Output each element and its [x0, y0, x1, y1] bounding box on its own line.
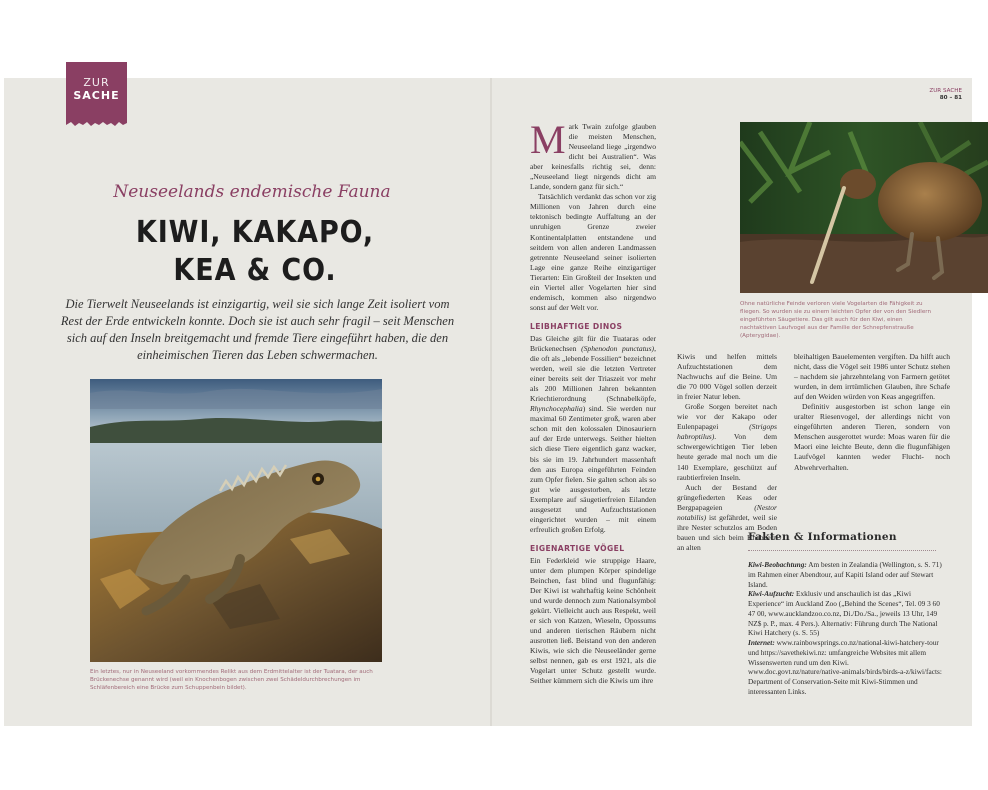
paragraph-kakapo	[677, 402, 777, 482]
text-run: , die oft als „lebende Fossilien“ bezeichnet werden, weil sie die letzten Vertreter einer bereits seit der Triaszeit vor mehr als 200 Millionen Jahren bekannten Kriechtierordnung (Schnabelköpfe,	[530, 343, 656, 404]
tuatara-caption: Ein letztes, nur in Neuseeland vorkommendes Relikt aus dem Erdmittelalter ist der Tuatara, der auch Brückenechse genannt wird (weil ein Knochenbogen zwischen zwei Schädeldurchbrechungen im Schläfenbereich eine Brücke zum Schuppenbein bildet).	[90, 669, 373, 691]
text-run: Das Gleiche gilt für die Tuataras oder Brückenechsen	[530, 333, 656, 353]
section-tab-line2: SACHE	[73, 89, 120, 102]
latin-name: Rhynchocephalia	[530, 404, 583, 414]
paragraph-kiwi-cont: Kiwis und helfen mittels Aufzuchtstationen dem Nachwuchs auf die Beine. Um die 70 000 Vögel sollen derzeit in freier Natur leben.	[677, 352, 777, 402]
fact-label: Kiwi-Beobachtung:	[748, 560, 807, 569]
fact-breeding	[748, 589, 942, 638]
fact-text: www.rainbowsprings.co.nz/national-kiwi-hatchery-tour und https://savethekiwi.nz: umfangreiche Websites mit allem Wissenswerten rund um den Kiwi. www.doc.govt.nz/nature/native-animals/birds/birds-a-z/kiwi/facts: Department of Conservation-Seite mit Kiwi-Stimmen und interessanten Links.	[748, 638, 942, 696]
article-column-1	[530, 117, 656, 687]
headline	[111, 214, 399, 290]
fact-label: Internet:	[748, 638, 775, 647]
kicker: Neuseelands endemische Fauna	[113, 182, 391, 202]
section-tab-line1: ZUR	[83, 76, 110, 89]
facts-title: Fakten & Informationen	[748, 531, 897, 543]
folio	[922, 88, 962, 102]
paragraph-kea-cont: bleihaltigen Bauelementen vergiften. Da hilft auch nicht, dass die Vögel seit 1986 unter Schutz stehen – nachdem sie jahrzehntelang von Farmern getötet wurden, in dem irrtümlichen Glauben, ihre Schafe auf den Weiden würden von Keas angegriffen.	[794, 352, 950, 402]
paragraph-intro	[530, 117, 656, 192]
subheading-birds: EIGENARTIGE VÖGEL	[530, 543, 625, 553]
article-column-3	[794, 352, 950, 473]
text-run: Auch der Bestand der grüngefiederten Keas oder Bergpapageien	[677, 482, 777, 512]
text-run: Große Sorgen bereitet nach wie vor der Kakapo oder Eulenpapagei	[677, 402, 777, 432]
subheading-dinos: LEIBHAFTIGE DINOS	[530, 321, 623, 331]
page-gutter	[490, 78, 492, 726]
text-run: . Von dem schwergewichtigen Tier leben heute gerade mal noch um die 140 Exemplare, geschützt auf raubtierfreien Inseln.	[677, 432, 777, 482]
intro-text: ark Twain zufolge glauben die meisten Menschen, Neuseeland liege „irgendwo dicht bei Australien“. Was aber keinesfalls richtig sei, denn: „Neuseeland liegt nirgends dicht am Lande, sondern ganz für sich.“	[530, 122, 656, 192]
kiwi-photo	[740, 122, 988, 293]
section-tab	[66, 62, 127, 122]
torn-edge	[66, 120, 127, 126]
facts-divider	[748, 550, 936, 551]
lead-paragraph: Die Tierwelt Neuseelands ist einzigartig, weil sie sich lange Zeit isoliert vom Rest der Erde entwickeln konnte. Doch sie ist auch sehr fragil – seit Menschen sich auf den Inseln breitgemacht und fremde Tiere eingeführt haben, die den einheimischen Tieren das Leben schwermachen.	[60, 297, 455, 362]
fact-text: Exklusiv und anschaulich ist das „Kiwi Experience“ im Auckland Zoo („Behind the Scenes“, Tel. 09 3 60 47 00, www.aucklandzoo.co.nz, Di./Do./Sa., jeweils 13 Uhr, 149 NZ$ p. P., max. 4 Pers.). Alternativ: Führung durch The National Kiwi Hatchery (s. S. 55)	[748, 589, 940, 638]
text-run: ) sind. Sie werden nur maximal 60 Zentimeter groß, waren aber schon mit den kolossalen Dinosauriern auf der Erde unterwegs. Seither hielten sich diese Tiere eigentlich ganz wacker, bis sie im 19. Jahrhundert massenhaft den aus Europa eingeführten Feinden zum Opfer fielen. Sie galten schon als so gut wie ausgestorben, als letzte Exemplare auf säugetierfreien Eilanden ausgesetzt und Aufzuchtstationen eingerichtet wurden – mit einem erfreulich großen Erfolg.	[530, 404, 656, 534]
tuatara-photo	[90, 379, 382, 662]
text-run: ist gefährdet, weil sie ihre Nester schutzlos am Boden bauen und sich beim Knabbern an alten	[677, 512, 777, 552]
paragraph-tuatara	[530, 334, 656, 535]
latin-name: (Strigops habroptilus)	[677, 422, 777, 442]
fact-text: Am besten in Zealandia (Wellington, s. S. 71) im Rahmen einer Abendtour, auf Kapiti Island oder auf Stewart Island.	[748, 560, 942, 589]
article-column-2	[677, 352, 777, 553]
latin-name: (Sphenodon punctatus)	[581, 343, 655, 353]
headline-line2: KEA & CO.	[173, 253, 337, 288]
folio-section: ZUR SACHE	[929, 88, 962, 94]
paragraph-moa: Definitiv ausgestorben ist schon lange ein uralter Riesenvogel, der allerdings nicht von eingeführten anderen Tieren, sondern von Menschen ausgerottet wurde: Moas waren für die Maori eine leichte Beute, denn die flugunfähigen Laufvögel kannten weder Flucht- noch Abwehrverhalten.	[794, 402, 950, 472]
facts-box	[748, 560, 942, 697]
latin-name: (Nestor notabilis)	[677, 502, 777, 522]
fact-label: Kiwi-Aufzucht:	[748, 589, 795, 599]
paragraph-kiwi: Ein Federkleid wie struppige Haare, unter dem plumpen Körper spindelige Beinchen, fast blind und flugunfähig: Der Kiwi ist wahrhaftig keine Schönheit und wurde dennoch zum Nationalsymbol gekürt. Vielleicht auch aus Respekt, weil er sich von Katzen, Wieseln, Opossums und anderen tierischen Räubern nicht ausrotten ließ. Beistand von den anderen Kiwis, wie sich die Neuseeländer gerne selbst nennen, gab es erst 1921, als die Vogelart unter Schutz gestellt wurde. Seither kümmern sich die Kiwis um ihre	[530, 555, 656, 686]
fact-observation	[748, 560, 942, 589]
fact-internet	[748, 638, 942, 697]
kiwi-caption: Ohne natürliche Feinde verloren viele Vogelarten die Fähigkeit zu fliegen. So wurden sie zu einem leichten Opfer der von den Siedlern eingeführten Säugetiere. Das gilt auch für den Kiwi, einen nachtaktiven Laufvogel aus der Familie der Schnepfenstrauße (Apterygidae).	[740, 301, 932, 339]
headline-line1: KIWI, KAKAPO,	[135, 215, 375, 250]
folio-pages: 80 – 81	[939, 95, 962, 101]
drop-cap: M	[530, 117, 566, 162]
paragraph-geology: Tatsächlich verdankt das schon vor zig Millionen von Jahren durch eine tektonisch bedingte Auffaltung an der unruhigen Grenze zweier Kontinentalplatten entstandene und seitdem von allen anderen Landmassen getrennte Neuseeland seiner isolierten Lage eine ganze Reihe einzigartiger Tierarten: Ein Großteil der Insekten und ein Viertel aller Vogelarten hier sind endemisch, kommen also nirgendwo sonst auf der Welt vor.	[530, 192, 656, 312]
